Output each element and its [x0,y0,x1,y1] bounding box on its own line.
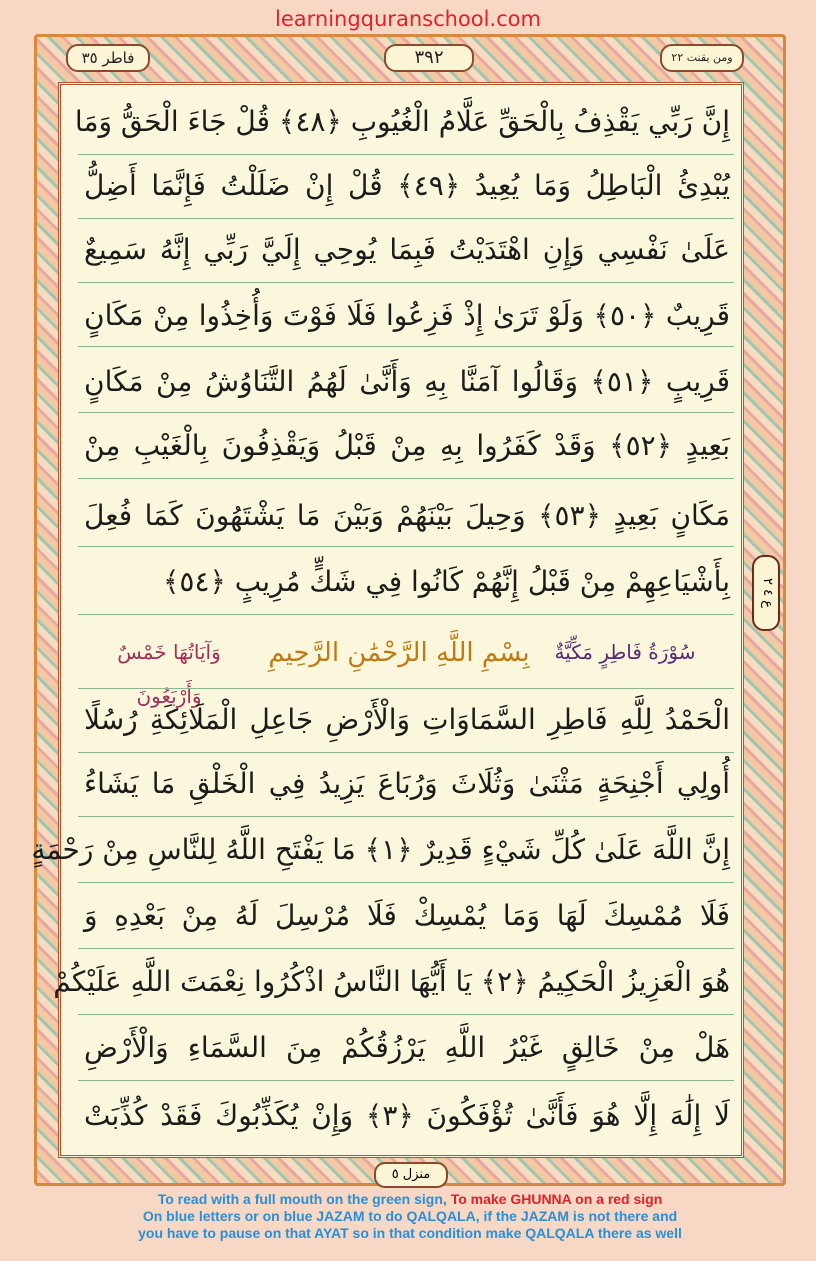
quran-line: إِنَّ اللَّهَ عَلَىٰ كُلِّ شَيْءٍ قَدِيرٌ ﴿١﴾ مَا يَفْتَحِ اللَّهُ لِلنَّاسِ مِنْ رَحْمَةٍ [31,833,730,866]
quran-line: يُبْدِئُ الْبَاطِلُ وَمَا يُعِيدُ ﴿٤٩﴾ قُلْ إِنْ ضَلَلْتُ فَإِنَّمَا أَضِلُّ [84,169,730,202]
surah-title: سُوْرَةُ فَاطِرٍ مَكِّيَّةٌ [554,640,696,664]
surah-header [84,622,734,708]
quran-line: عَلَىٰ نَفْسِي وَإِنِ اهْتَدَيْتُ فَبِمَا يُوحِي إِلَيَّ رَبِّي إِنَّهُ سَمِيعٌ [84,233,730,266]
juz-label: ومن يقنت ٢٢ [660,44,744,72]
line-divider [78,218,734,219]
surah-ayah-count: وَآيَاتُهَا خَمْسٌ وَأَرْبَعُونَ [117,640,221,708]
line-divider [78,1080,734,1081]
site-url: learningquranschool.com [275,7,541,31]
line-divider [78,1014,734,1015]
quran-line: قَرِيبٌ ﴿٥٠﴾ وَلَوْ تَرَىٰ إِذْ فَزِعُوا فَلَا فَوْتَ وَأُخِذُوا مِنْ مَكَانٍ [84,299,730,332]
line-divider [78,478,734,479]
line-divider [78,688,734,689]
note-red-sign: To make GHUNNA on a red sign [450,1191,663,1207]
line-divider [78,816,734,817]
tajweed-note-line: On blue letters or on blue JAZAM to do QALQALA, if the JAZAM is not there and [142,1208,678,1224]
surah-label: فاطر ٣٥ [66,44,150,72]
manzil-label: منزل ٥ [374,1162,448,1188]
line-divider [78,614,734,615]
quran-line: هَلْ مِنْ خَالِقٍ غَيْرُ اللَّهِ يَرْزُقُكُمْ مِنَ السَّمَاءِ وَالْأَرْضِ [84,1031,730,1064]
line-divider [78,948,734,949]
line-divider [78,412,734,413]
quran-line: هُوَ الْعَزِيزُ الْحَكِيمُ ﴿٢﴾ يَا أَيُّهَا النَّاسُ اذْكُرُوا نِعْمَتَ اللَّهِ عَلَيْكُمْ [53,965,730,998]
quran-line: لَا إِلَٰهَ إِلَّا هُوَ فَأَنَّىٰ تُؤْفَكُونَ ﴿٣﴾ وَإِنْ يُكَذِّبُوكَ فَقَدْ كُذِّبَتْ [84,1099,730,1132]
quran-line: بِأَشْيَاعِهِمْ مِنْ قَبْلُ إِنَّهُمْ كَانُوا فِي شَكٍّ مُرِيبٍ ﴿٥٤﴾ [163,565,730,598]
quran-line: بَعِيدٍ ﴿٥٢﴾ وَقَدْ كَفَرُوا بِهِ مِنْ قَبْلُ وَيَقْذِفُونَ بِالْغَيْبِ مِنْ [84,429,730,462]
page-number: ٣٩٢ [384,44,474,72]
tajweed-note-line: you have to pause on that AYAT so in that condition make QALQALA there as well [138,1225,682,1241]
quran-line: مَكَانٍ بَعِيدٍ ﴿٥٣﴾ وَحِيلَ بَيْنَهُمْ وَبَيْنَ مَا يَشْتَهُونَ كَمَا فُعِلَ [84,499,730,532]
quran-line: فَلَا مُمْسِكَ لَهَا وَمَا يُمْسِكْ فَلَا مُرْسِلَ لَهُ مِنْ بَعْدِهِ وَ [84,899,730,932]
line-divider [78,282,734,283]
quran-line: قَرِيبٍ ﴿٥١﴾ وَقَالُوا آمَنَّا بِهِ وَأَنَّىٰ لَهُمُ التَّنَاوُشُ مِنْ مَكَانٍ [84,365,730,398]
note-green-sign: To read with a full mouth on the green sign, [157,1191,447,1207]
quran-line: إِنَّ رَبِّي يَقْذِفُ بِالْحَقِّ عَلَّامُ الْغُيُوبِ ﴿٤٨﴾ قُلْ جَاءَ الْحَقُّ وَمَا [74,105,730,138]
line-divider [78,546,734,547]
basmala: بِسْمِ اللَّهِ الرَّحْمَٰنِ الرَّحِيمِ [268,638,530,668]
line-divider [78,154,734,155]
page-header [66,40,742,78]
line-divider [78,882,734,883]
tajweed-note-line [42,1191,778,1208]
line-divider [78,752,734,753]
quran-line: الْحَمْدُ لِلَّهِ فَاطِرِ السَّمَاوَاتِ وَالْأَرْضِ جَاعِلِ الْمَلَائِكَةِ رُسُلًا [84,703,730,736]
line-divider [78,346,734,347]
quran-line: أُولِي أَجْنِحَةٍ مَثْنَىٰ وَثُلَاثَ وَرُبَاعَ يَزِيدُ فِي الْخَلْقِ مَا يَشَاءُ [84,767,730,800]
ruku-marker: ع ٤ ٢ [752,555,780,631]
